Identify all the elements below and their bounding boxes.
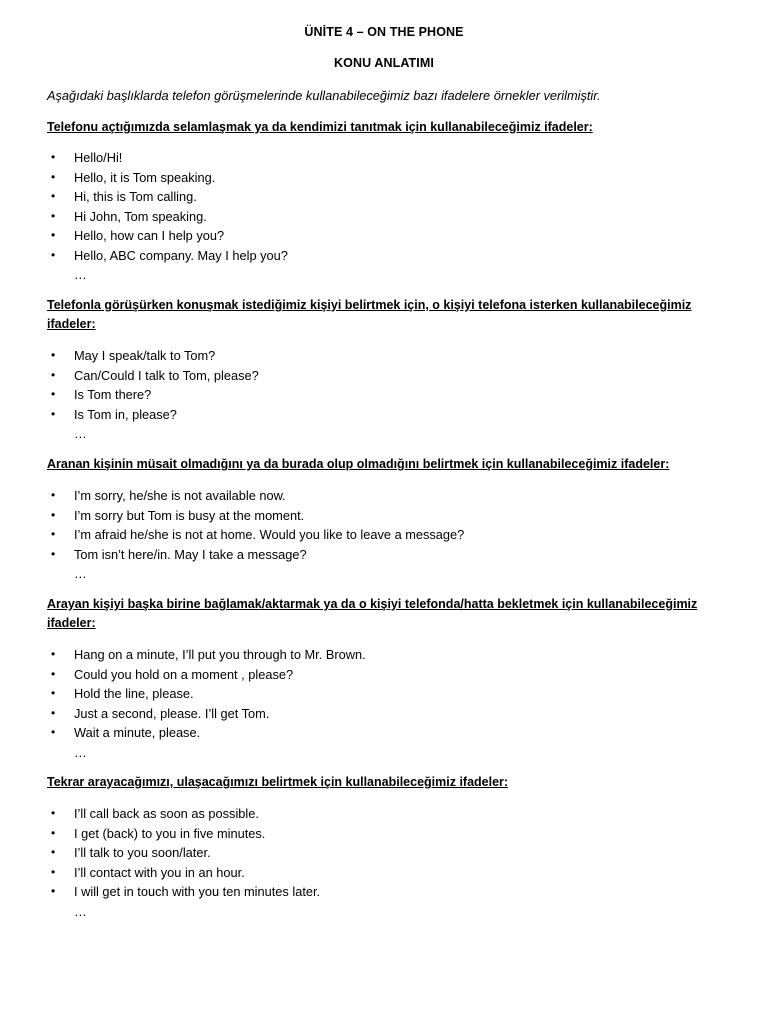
bullet-icon: • xyxy=(51,150,56,164)
section-unavailable xyxy=(47,455,707,583)
section-transfer-hold xyxy=(47,595,707,762)
list-item xyxy=(47,525,707,545)
item-list xyxy=(47,486,707,564)
list-item xyxy=(47,168,707,188)
list-item-text: I’m afraid he/she is not at home. Would you like to leave a message? xyxy=(74,527,465,542)
intro-text: Aşağıdaki başlıklarda telefon görüşmelerinde kullanabileceğimiz bazı ifadelere örnekler verilmiştir. xyxy=(47,88,601,103)
section-heading: Aranan kişinin müsait olmadığını ya da burada olup olmadığını belirtmek için kullanabileceğimiz ifadeler: xyxy=(47,457,670,471)
bullet-icon: • xyxy=(51,666,56,681)
item-list xyxy=(47,148,707,265)
document-subtitle: KONU ANLATIMI xyxy=(334,56,434,70)
list-item-text: Hold the line, please. xyxy=(74,686,194,701)
bullet-icon: • xyxy=(51,884,56,898)
list-item xyxy=(47,723,707,743)
list-item-text: I’m sorry but Tom is busy at the moment. xyxy=(74,507,305,523)
list-item-text: Hang on a minute, I’ll put you through to Mr. Brown. xyxy=(74,647,366,662)
list-item-text: Hello, it is Tom speaking. xyxy=(74,169,216,185)
list-item xyxy=(47,366,707,386)
ellipsis: … xyxy=(74,426,87,441)
bullet-icon: • xyxy=(51,488,56,502)
bullet-icon: • xyxy=(51,825,56,840)
bullet-icon: • xyxy=(51,208,56,223)
section-heading: Tekrar arayacağımızı, ulaşacağımızı belirtmek için kullanabileceğimiz ifadeler: xyxy=(47,775,509,789)
bullet-icon: • xyxy=(51,546,56,561)
bullet-icon: • xyxy=(51,686,56,700)
list-item-text: Hello/Hi! xyxy=(74,150,123,165)
list-item-text: May I speak/talk to Tom? xyxy=(74,348,216,363)
list-item-text: Can/Could I talk to Tom, please? xyxy=(74,367,259,383)
bullet-icon: • xyxy=(51,806,56,820)
list-item-text: Hi John, Tom speaking. xyxy=(74,208,207,224)
list-item xyxy=(47,187,707,207)
list-item-text: Is Tom there? xyxy=(74,387,152,402)
list-item-text: Hello, ABC company. May I help you? xyxy=(74,247,288,263)
ellipsis: … xyxy=(74,566,87,581)
ellipsis: … xyxy=(74,267,87,282)
list-item-text: Hello, how can I help you? xyxy=(74,228,225,243)
bullet-icon: • xyxy=(51,864,56,879)
list-item xyxy=(47,645,707,665)
bullet-icon: • xyxy=(51,348,56,362)
list-item-text: I’ll contact with you in an hour. xyxy=(74,864,245,880)
list-item-text: Just a second, please. I’ll get Tom. xyxy=(74,705,270,721)
list-item-text: I’ll talk to you soon/later. xyxy=(74,845,211,860)
list-item xyxy=(47,843,707,863)
bullet-icon: • xyxy=(51,228,56,242)
list-item xyxy=(47,148,707,168)
list-item xyxy=(47,246,707,266)
section-greetings xyxy=(47,118,707,284)
list-item xyxy=(47,684,707,704)
list-item xyxy=(47,506,707,526)
list-item-text: Could you hold on a moment , please? xyxy=(74,666,294,682)
item-list xyxy=(47,645,707,743)
bullet-icon: • xyxy=(51,169,56,184)
list-item xyxy=(47,385,707,405)
bullet-icon: • xyxy=(51,247,56,262)
ellipsis: … xyxy=(74,744,87,760)
section-heading: Telefonla görüşürken konuşmak istediğimiz kişiyi belirtmek için, o kişiyi telefona isterken kullanabileceğimiz ifadeler: xyxy=(47,298,692,331)
bullet-icon: • xyxy=(51,387,56,401)
list-item-text: I’ll call back as soon as possible. xyxy=(74,806,259,821)
list-item xyxy=(47,545,707,565)
section-asking-for-someone xyxy=(47,296,707,443)
list-item-text: I get (back) to you in five minutes. xyxy=(74,825,266,841)
bullet-icon: • xyxy=(51,189,56,203)
list-item-text: I’m sorry, he/she is not available now. xyxy=(74,488,286,503)
section-call-back xyxy=(47,773,707,921)
section-heading: Telefonu açtığımızda selamlaşmak ya da kendimizi tanıtmak için kullanabileceğimiz ifadeler: xyxy=(47,120,593,134)
list-item-text: Tom isn’t here/in. May I take a message? xyxy=(74,546,307,562)
bullet-icon: • xyxy=(51,845,56,859)
bullet-icon: • xyxy=(51,406,56,421)
list-item xyxy=(47,882,707,902)
bullet-icon: • xyxy=(51,527,56,541)
list-item xyxy=(47,207,707,227)
list-item xyxy=(47,346,707,366)
document-title: ÜNİTE 4 – ON THE PHONE xyxy=(304,25,464,39)
list-item xyxy=(47,804,707,824)
list-item xyxy=(47,824,707,844)
ellipsis: … xyxy=(74,903,87,919)
bullet-icon: • xyxy=(51,367,56,382)
list-item xyxy=(47,226,707,246)
item-list xyxy=(47,804,707,902)
bullet-icon: • xyxy=(51,647,56,661)
bullet-icon: • xyxy=(51,705,56,720)
list-item xyxy=(47,665,707,685)
list-item xyxy=(47,704,707,724)
item-list xyxy=(47,346,707,424)
bullet-icon: • xyxy=(51,725,56,739)
list-item xyxy=(47,486,707,506)
list-item-text: Hi, this is Tom calling. xyxy=(74,189,197,204)
list-item xyxy=(47,405,707,425)
list-item xyxy=(47,863,707,883)
list-item-text: Is Tom in, please? xyxy=(74,406,177,422)
list-item-text: Wait a minute, please. xyxy=(74,725,201,740)
bullet-icon: • xyxy=(51,507,56,522)
list-item-text: I will get in touch with you ten minutes later. xyxy=(74,884,321,899)
section-heading: Arayan kişiyi başka birine bağlamak/aktarmak ya da o kişiyi telefonda/hatta bekletmek için kullanabileceğimiz ifadeler: xyxy=(47,597,698,630)
